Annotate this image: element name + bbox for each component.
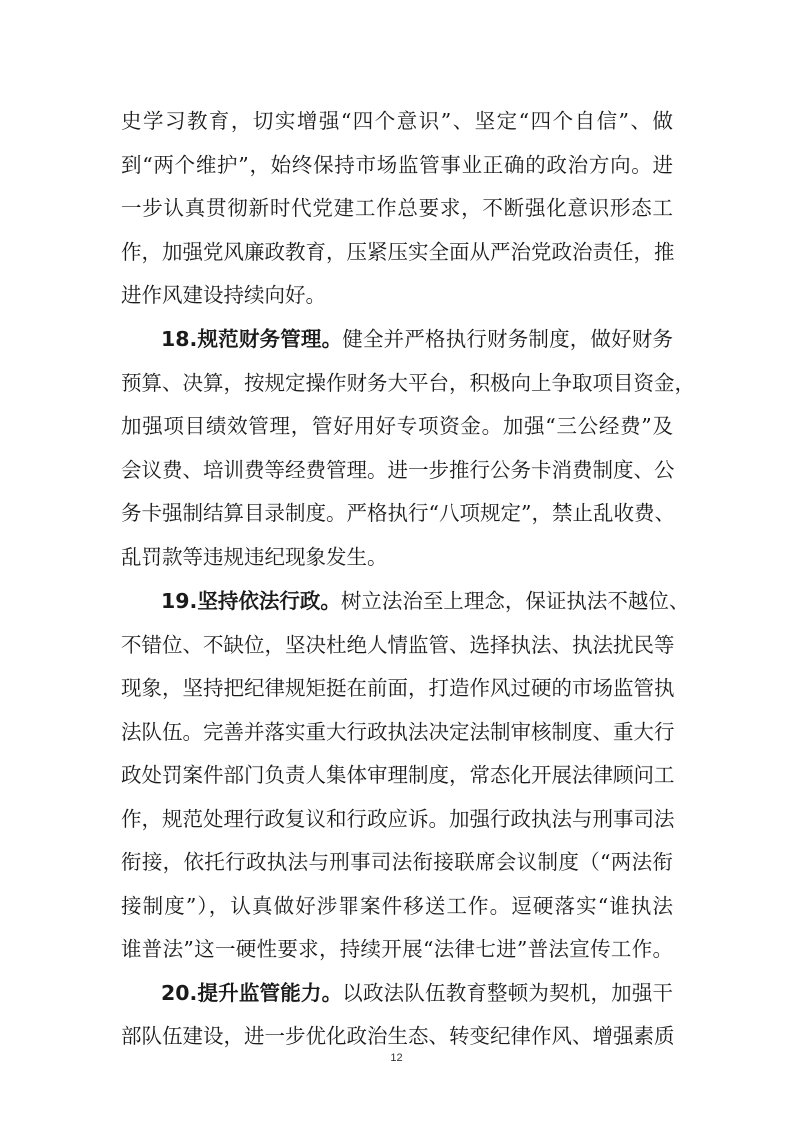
paragraph-line: 衔接，依托行政执法与刑事司法衔接联席会议制度（“两法衔 — [121, 850, 673, 874]
paragraph-line: 谁普法”这一硬性要求，持续开展“法律七进”普法宣传工作。 — [121, 937, 673, 961]
section-heading: 18.规范财务管理。 — [161, 327, 343, 351]
paragraph-line: 作，加强党风廉政教育，压紧压实全面从严治党政治责任，推 — [121, 240, 675, 264]
paragraph-line: 到“两个维护”，始终保持市场监管事业正确的政治方向。进 — [121, 153, 673, 177]
section-text: 以政法队伍教育整顿为契机，加强干 — [342, 981, 674, 1005]
paragraph-line: 会议费、培训费等经费管理。进一步推行公务卡消费制度、公 — [121, 458, 675, 482]
page-number: 12 — [390, 1052, 403, 1064]
section-text: 树立法治至上理念，保证执法不越位、 — [340, 589, 690, 613]
paragraph-line: 法队伍。完善并落实重大行政执法决定法制审核制度、重大行 — [121, 720, 675, 744]
section-heading: 20.提升监管能力。 — [161, 981, 343, 1005]
paragraph-line: 预算、决算，按规定操作财务大平台，积极向上争取项目资金， — [121, 371, 695, 395]
section-20-first-line — [161, 978, 673, 1008]
paragraph-line: 加强项目绩效管理，管好用好专项资金。加强“三公经费”及 — [121, 414, 673, 438]
paragraph-line: 史学习教育，切实增强“四个意识”、坚定“四个自信”、做 — [121, 109, 673, 133]
paragraph-line: 作，规范处理行政复议和行政应诉。加强行政执法与刑事司法 — [121, 807, 675, 831]
paragraph-line: 接制度”），认真做好涉罪案件移送工作。逗硬落实“谁执法 — [121, 894, 673, 918]
section-text: 健全并严格执行财务制度，做好财务 — [342, 327, 674, 351]
section-18-first-line — [161, 324, 673, 354]
paragraph-line: 乱罚款等违规违纪现象发生。 — [121, 545, 388, 569]
section-19-first-line — [161, 586, 690, 616]
paragraph-line: 现象，坚持把纪律规矩挺在前面，打造作风过硬的市场监管执 — [121, 676, 675, 700]
paragraph-line: 部队伍建设，进一步优化政治生态、转变纪律作风、增强素质 — [121, 1024, 675, 1048]
paragraph-line: 进作风建设持续向好。 — [121, 283, 326, 307]
paragraph-line: 不错位、不缺位，坚决杜绝人情监管、选择执法、执法扰民等 — [121, 633, 675, 657]
paragraph-line: 务卡强制结算目录制度。严格执行“八项规定”，禁止乱收费、 — [121, 501, 675, 525]
paragraph-line: 政处罚案件部门负责人集体审理制度，常态化开展法律顾问工 — [121, 763, 675, 787]
paragraph-line: 一步认真贯彻新时代党建工作总要求，不断强化意识形态工 — [121, 196, 673, 220]
section-heading: 19.坚持依法行政。 — [161, 589, 341, 613]
